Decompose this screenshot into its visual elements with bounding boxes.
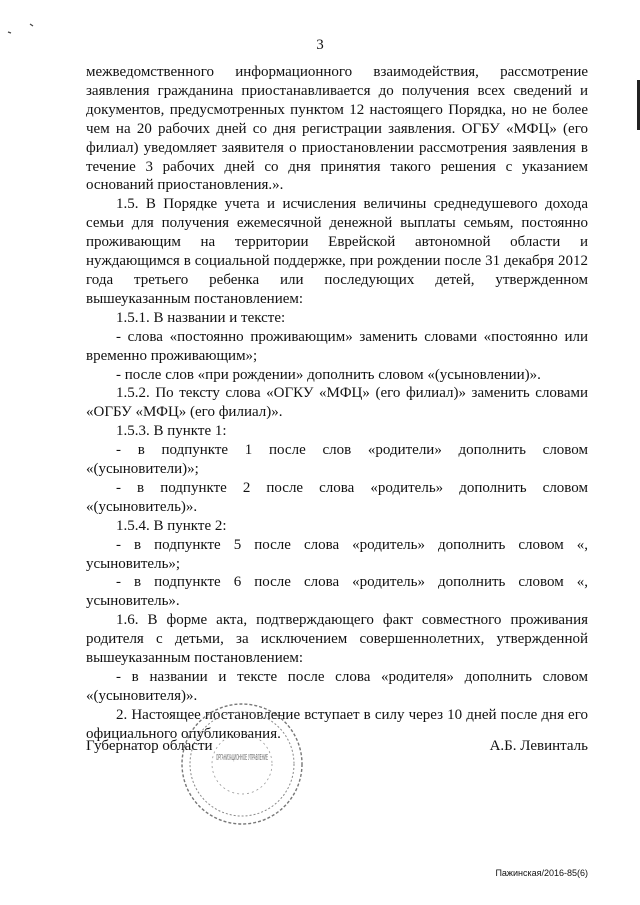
page-number: 3 [316,37,324,53]
paragraph-2: 2. Настоящее постановление вступает в силу через 10 дней после дня его официального опубликования. [86,706,588,742]
paragraph-1-5-1: 1.5.1. В названии и тексте: [116,309,286,326]
paragraph-1-5-2: 1.5.2. По тексту слова «ОГКУ «МФЦ» (его филиал)» заменить словами «ОГБУ «МФЦ» (его филиал)». [86,385,588,421]
paragraph-1-5-3: 1.5.3. В пункте 1: [116,423,227,440]
paragraph-1-6: 1.6. В форме акта, подтверждающего факт совместного проживания родителя с детьми, за исключением совершеннолетних, утвержденной вышеуказанным постановлением: [86,612,588,667]
signature-block [86,738,588,760]
stamp-center-text: ОРГАНИЗАЦИОННОЕ УПРАВЛЕНИЕ [216,753,268,762]
signatory-name: А.Б. Левинталь [489,738,588,754]
list-item: - в названии и тексте после слова «родителя» дополнить словом «(усыновителя)». [86,669,588,704]
list-item: - слова «постоянно проживающим» заменить словами «постоянно или временно проживающим»; [86,328,588,364]
paragraph-1-5: 1.5. В Порядке учета и исчисления величины среднедушевого дохода семьи для получения ежемесячной денежной выплаты семьям, постоянно проживающим на территории Еврейской автономной области и нуждающимся в социальной поддержке, при рождении после 31 декабря 2012 года третьего ребенка или последующих детей, утвержденном вышеуказанным постановлением: [86,196,588,307]
list-item: - в подпункте 6 после слова «родитель» дополнить словом «, усыновитель». [86,574,588,610]
official-stamp [178,700,306,828]
document-body [86,63,588,744]
list-item: - в подпункте 2 после слова «родитель» дополнить словом «(усыновитель)». [86,479,588,515]
list-item: - в подпункте 5 после слова «родитель» дополнить словом «, усыновитель»; [86,536,588,572]
list-item: - в подпункте 1 после слов «родители» дополнить словом «(усыновители)»; [86,442,588,478]
list-item: - после слов «при рождении» дополнить словом «(усыновлении)». [116,366,541,383]
signatory-position: Губернатор области [86,738,213,754]
document-code: Пажинская/2016-85(6) [495,868,588,878]
paragraph-1-5-4: 1.5.4. В пункте 2: [116,517,227,534]
paragraph-continuation: межведомственного информационного взаимодействия, рассмотрение заявления гражданина приостанавливается до получения всех сведений и документов, предусмотренных пунктом 12 настоящего Порядка, но не более чем на 20 рабочих дней со дня регистрации заявления. ОГБУ «МФЦ» (его филиал) уведомляет заявителя о приостановлении рассмотрения заявления в течение 3 рабочих дней со дня принятия такого решения с указанием оснований приостановления.». [86,64,588,194]
